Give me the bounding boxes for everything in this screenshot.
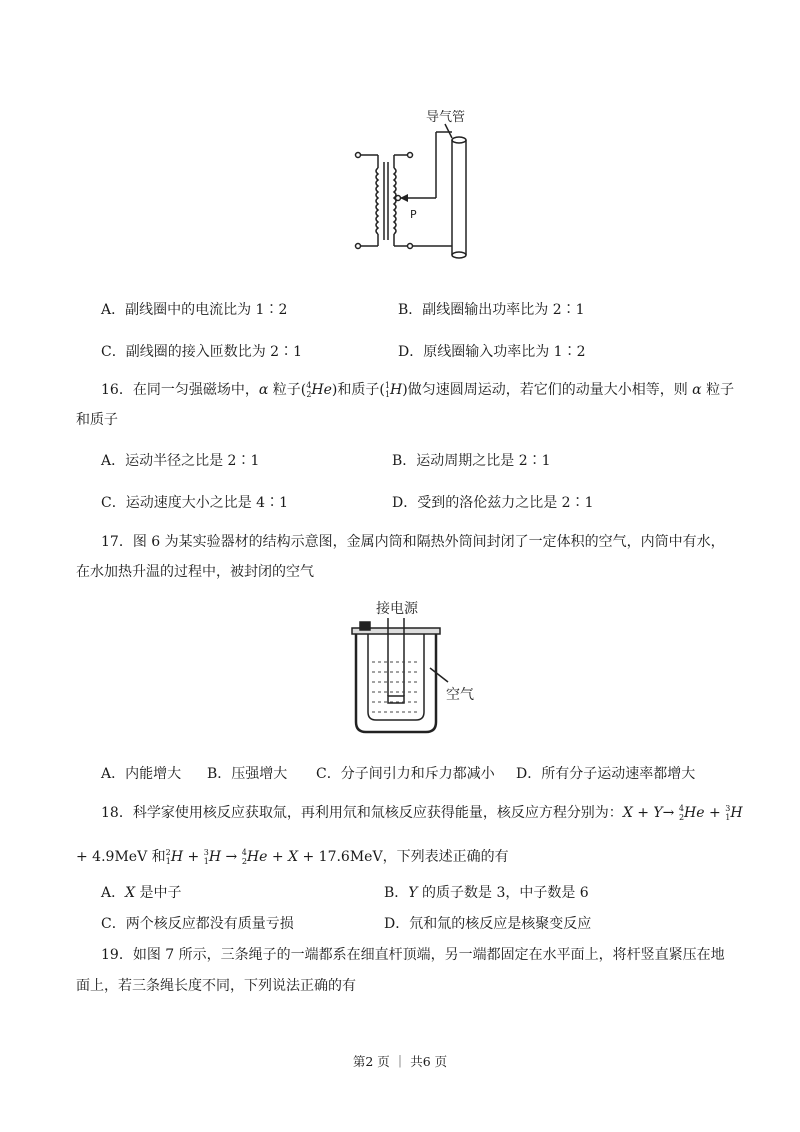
q17-stem-line1: 17．图 6 为某实验器材的结构示意图，金属内筒和隔热外筒间封闭了一定体积的空气，内筒中有水， — [101, 534, 725, 550]
q18-option-a: A．X 是中子 — [101, 885, 182, 901]
q18-stem-line2: + 4.9MeV 和$^2_1$H + $^3_1$H → $^4_2$He + X + 17.6MeV，下列表述正确的有 — [76, 847, 509, 869]
power-label: 接电源 — [376, 601, 418, 617]
deuterium-nuclide: $^2_1$H — [165, 848, 184, 866]
tritium-nuclide: $^3_1$H — [203, 848, 222, 866]
q16-stem-line1: 16．在同一匀强磁场中，α 粒子($^4_2$He)和质子($^1_1$H)做匀速圆周运动，若它们的动量大小相等，则 α 粒子 — [101, 380, 734, 402]
q18-option-b: B．Y 的质子数是 3，中子数是 6 — [384, 885, 589, 901]
helium-nuclide: $^4_2$He — [241, 848, 268, 866]
q19-stem-line2: 面上，若三条绳长度不同，下列说法正确的有 — [76, 978, 356, 994]
air-label: 空气 — [446, 687, 474, 703]
helium-nuclide: $^4_2$He — [678, 804, 705, 822]
q16-option-d: D．受到的洛伦兹力之比是 2∶1 — [392, 495, 594, 511]
q17-option-c: C．分子间引力和斥力都减小 — [316, 766, 495, 782]
q16-option-b: B．运动周期之比是 2∶1 — [392, 453, 551, 469]
q18-option-d: D．氘和氚的核反应是核聚变反应 — [384, 916, 592, 932]
q18-option-c: C．两个核反应都没有质量亏损 — [101, 916, 294, 932]
q16-option-a: A．运动半径之比是 2∶1 — [101, 453, 260, 469]
vessel-figure — [348, 596, 488, 736]
q17-option-d: D．所有分子运动速率都增大 — [516, 766, 696, 782]
q17-option-b: B．压强增大 — [207, 766, 288, 782]
page-footer: 第2 页 ｜ 共6 页 — [352, 1054, 448, 1069]
q15-option-b: B．副线圈输出功率比为 2∶1 — [398, 302, 585, 318]
transformer-figure — [340, 110, 490, 265]
q15-option-d: D．原线圈输入功率比为 1∶2 — [398, 344, 586, 360]
q15-option-c: C．副线圈的接入匝数比为 2∶1 — [101, 344, 302, 360]
hydrogen-nuclide: $^1_1$H — [384, 381, 403, 399]
helium-nuclide: $^4_2$He — [306, 381, 332, 399]
tritium-nuclide: $^3_1$H — [725, 804, 743, 822]
q18-stem-line1: 18．科学家使用核反应获取氚，再利用氘和氚核反应获得能量，核反应方程分别为：X + Y→ $^4_2$He + $^3_1$H — [101, 803, 743, 825]
q17-option-a: A．内能增大 — [101, 766, 182, 782]
q17-stem-line2: 在水加热升温的过程中，被封闭的空气 — [76, 564, 314, 580]
tube-label: 导气管 — [426, 110, 466, 125]
slider-label: P — [410, 208, 417, 221]
q19-stem-line1: 19．如图 7 所示，三条绳子的一端都系在细直杆顶端，另一端都固定在水平面上，将杆竖直紧压在地 — [101, 947, 725, 963]
q16-option-c: C．运动速度大小之比是 4∶1 — [101, 495, 288, 511]
q15-option-a: A．副线圈中的电流比为 1∶2 — [101, 302, 288, 318]
q16-stem-line2: 和质子 — [76, 412, 118, 428]
